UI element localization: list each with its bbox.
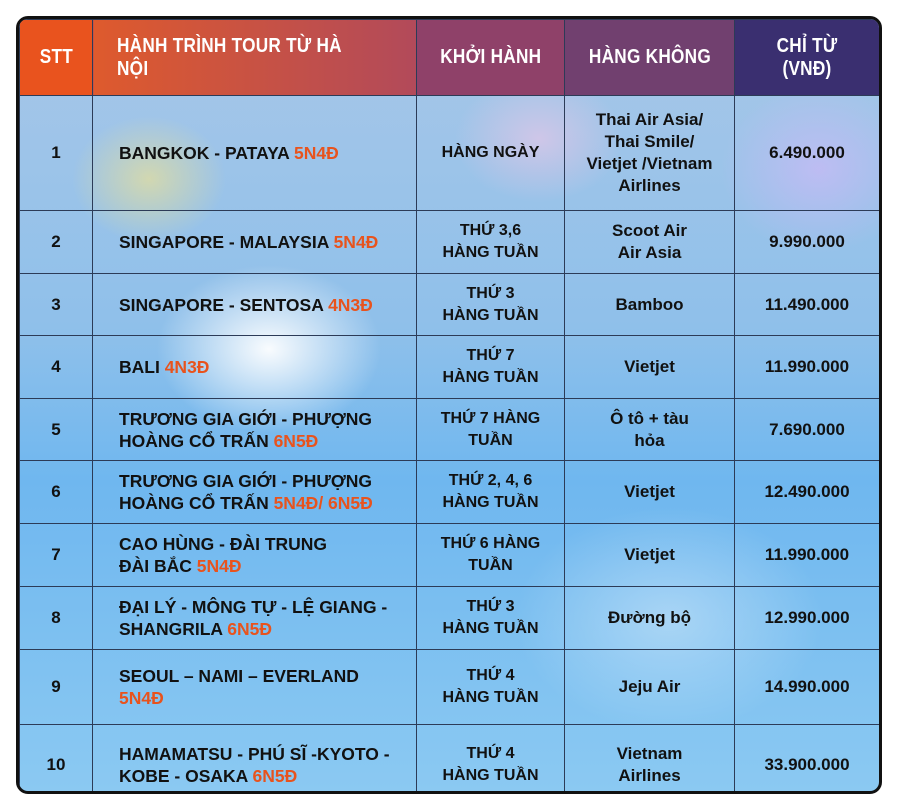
cell-airline	[565, 274, 735, 336]
airline-line: Vietjet	[624, 545, 675, 564]
route-line	[119, 408, 410, 430]
cell-stt	[20, 399, 93, 461]
airline-line: Vietjet /Vietnam	[586, 154, 713, 173]
route-line	[119, 687, 410, 709]
airline-line: Scoot Air	[612, 221, 687, 240]
airline-line: Thai Smile/	[604, 132, 695, 151]
cell-departure	[417, 96, 565, 211]
duration-badge: 6N5Đ	[273, 430, 319, 451]
price-value: 33.900.000	[764, 754, 850, 774]
route-text: KOBE - OSAKA	[119, 765, 253, 786]
route-line	[119, 142, 410, 164]
route-line	[119, 555, 410, 577]
table-row	[20, 524, 880, 587]
route-text: ĐẠI LÝ - MÔNG TỰ - LỆ GIANG -	[119, 597, 388, 617]
departure-line: HÀNG TUẦN	[442, 369, 539, 386]
departure-line: THỨ 7 HÀNG	[440, 409, 541, 427]
cell-airline	[565, 725, 735, 795]
cell-departure	[417, 524, 565, 587]
table-row	[20, 96, 880, 211]
cell-route	[93, 96, 417, 211]
cell-stt	[20, 274, 93, 336]
airline-line: Đường bộ	[608, 608, 691, 627]
cell-stt	[20, 211, 93, 274]
cell-airline	[565, 336, 735, 399]
table-row	[20, 587, 880, 650]
cell-route	[93, 725, 417, 795]
cell-route	[93, 524, 417, 587]
cell-airline	[565, 587, 735, 650]
cell-route	[93, 399, 417, 461]
price-value: 11.990.000	[764, 545, 850, 564]
header-price: CHỈ TỪ (VNĐ)	[735, 20, 880, 96]
header-stt: STT	[20, 20, 93, 96]
route-text: HOÀNG CỔ TRẤN	[119, 430, 274, 451]
cell-route	[93, 650, 417, 725]
duration-badge: 5N4Đ	[294, 143, 339, 163]
cell-stt	[20, 587, 93, 650]
price-value: 11.490.000	[764, 294, 850, 314]
cell-price	[735, 274, 880, 336]
cell-stt	[20, 96, 93, 211]
price-value: 14.990.000	[764, 677, 850, 696]
cell-price	[735, 211, 880, 274]
departure-line: HÀNG TUẦN	[442, 689, 539, 706]
route-line	[119, 743, 410, 765]
cell-price	[735, 399, 880, 461]
table-body	[20, 96, 880, 795]
route-line	[119, 430, 410, 452]
departure-line: THỨ 2, 4, 6	[448, 472, 533, 489]
cell-departure	[417, 650, 565, 725]
cell-departure	[417, 461, 565, 524]
price-value: 12.490.000	[764, 482, 850, 501]
table-row	[20, 461, 880, 524]
stt-value: 6	[51, 482, 61, 501]
airline-line: Airlines	[618, 176, 681, 195]
departure-line: THỨ 3	[466, 284, 515, 302]
table-row	[20, 650, 880, 725]
cell-departure	[417, 274, 565, 336]
cell-route	[93, 587, 417, 650]
stt-value: 10	[46, 754, 66, 774]
cell-airline	[565, 96, 735, 211]
route-text: HAMAMATSU - PHÚ SĨ -KYOTO -	[119, 743, 390, 764]
airline-line: Air Asia	[617, 243, 682, 262]
departure-line: TUẦN	[468, 557, 513, 574]
duration-badge: 6N5Đ	[227, 619, 272, 639]
route-line	[119, 618, 410, 640]
table-header-row	[20, 20, 880, 96]
departure-line: HÀNG TUẦN	[442, 306, 539, 324]
cell-airline	[565, 211, 735, 274]
departure-line: THỨ 3,6	[459, 222, 522, 239]
stt-value: 1	[51, 143, 61, 162]
route-text: SHANGRILA	[119, 619, 228, 639]
table-row	[20, 211, 880, 274]
route-text: HOÀNG CỔ TRẤN	[119, 493, 274, 513]
route-text: SEOUL – NAMI – EVERLAND	[119, 666, 359, 686]
route-line	[119, 765, 410, 787]
route-text: SINGAPORE - SENTOSA	[119, 294, 329, 315]
stt-value: 8	[51, 608, 61, 627]
cell-stt	[20, 461, 93, 524]
airline-line: Vietjet	[624, 482, 675, 501]
departure-line: THỨ 7	[466, 347, 515, 364]
cell-price	[735, 725, 880, 795]
stt-value: 5	[51, 419, 61, 439]
cell-departure	[417, 336, 565, 399]
airline-line: hỏa	[634, 430, 665, 450]
cell-price	[735, 524, 880, 587]
cell-price	[735, 587, 880, 650]
cell-route	[93, 211, 417, 274]
duration-badge: 5N4Đ/ 6N5Đ	[273, 493, 373, 513]
departure-line: THỨ 3	[466, 598, 515, 615]
table-row	[20, 725, 880, 795]
route-line	[119, 231, 410, 253]
duration-badge: 6N5Đ	[252, 765, 298, 786]
duration-badge: 4N3Đ	[328, 294, 373, 315]
departure-line: HÀNG NGÀY	[441, 144, 540, 161]
airline-line: Thai Air Asia/	[595, 110, 704, 129]
cell-airline	[565, 650, 735, 725]
stt-value: 4	[51, 357, 61, 376]
stt-value: 7	[51, 545, 61, 564]
departure-line: HÀNG TUẦN	[442, 766, 539, 784]
stt-value: 2	[51, 232, 61, 251]
price-value: 9.990.000	[769, 232, 845, 251]
header-departure: KHỞI HÀNH	[417, 20, 565, 96]
cell-departure	[417, 211, 565, 274]
cell-route	[93, 461, 417, 524]
stt-value: 3	[51, 294, 61, 314]
cell-airline	[565, 399, 735, 461]
route-text: TRƯƠNG GIA GIỚI - PHƯỢNG	[119, 408, 373, 429]
route-text: BANGKOK - PATAYA	[119, 143, 295, 163]
route-line	[119, 596, 410, 618]
route-text: TRƯƠNG GIA GIỚI - PHƯỢNG	[119, 471, 373, 491]
cell-airline	[565, 461, 735, 524]
price-value: 6.490.000	[769, 143, 845, 162]
route-text: BALI	[119, 357, 165, 377]
route-text: ĐÀI BẮC	[119, 556, 197, 576]
cell-departure	[417, 399, 565, 461]
departure-line: THỨ 6 HÀNG	[440, 535, 541, 552]
route-line	[119, 533, 410, 555]
airline-line: Vietjet	[624, 357, 675, 376]
cell-price	[735, 336, 880, 399]
duration-badge: 5N4Đ	[196, 556, 242, 576]
airline-line: Ô tô + tàu	[610, 408, 689, 428]
cell-price	[735, 650, 880, 725]
departure-line: HÀNG TUẦN	[442, 244, 539, 261]
cell-stt	[20, 336, 93, 399]
airline-line: Jeju Air	[618, 677, 681, 696]
price-value: 7.690.000	[769, 419, 845, 439]
tour-price-table	[19, 19, 880, 794]
cell-route	[93, 336, 417, 399]
cell-departure	[417, 725, 565, 795]
cell-price	[735, 461, 880, 524]
cell-stt	[20, 524, 93, 587]
route-line	[119, 665, 410, 687]
tour-table-frame	[16, 16, 882, 794]
departure-line: THỨ 4	[466, 667, 515, 684]
price-value: 12.990.000	[764, 608, 850, 627]
airline-line: Bamboo	[615, 294, 684, 314]
airline-line: Airlines	[618, 765, 681, 785]
route-line	[119, 492, 410, 514]
duration-badge: 5N4Đ	[119, 688, 164, 708]
route-text: CAO HÙNG - ĐÀI TRUNG	[119, 534, 328, 554]
header-route: HÀNH TRÌNH TOUR TỪ HÀ NỘI	[93, 20, 417, 96]
route-line	[119, 294, 410, 316]
route-text: SINGAPORE - MALAYSIA	[119, 232, 334, 252]
cell-stt	[20, 650, 93, 725]
duration-badge: 4N3Đ	[164, 357, 210, 377]
cell-departure	[417, 587, 565, 650]
route-line	[119, 356, 410, 378]
cell-route	[93, 274, 417, 336]
departure-line: THỨ 4	[466, 744, 515, 762]
header-airline: HÀNG KHÔNG	[565, 20, 735, 96]
stt-value: 9	[51, 677, 61, 696]
departure-line: TUẦN	[468, 431, 513, 449]
table-row	[20, 274, 880, 336]
duration-badge: 5N4Đ	[333, 232, 379, 252]
price-value: 11.990.000	[764, 357, 850, 376]
table-row	[20, 399, 880, 461]
cell-price	[735, 96, 880, 211]
route-line	[119, 470, 410, 492]
departure-line: HÀNG TUẦN	[442, 620, 539, 637]
table-row	[20, 336, 880, 399]
cell-stt	[20, 725, 93, 795]
airline-line: Vietnam	[616, 743, 683, 763]
departure-line: HÀNG TUẦN	[442, 494, 539, 511]
cell-airline	[565, 524, 735, 587]
